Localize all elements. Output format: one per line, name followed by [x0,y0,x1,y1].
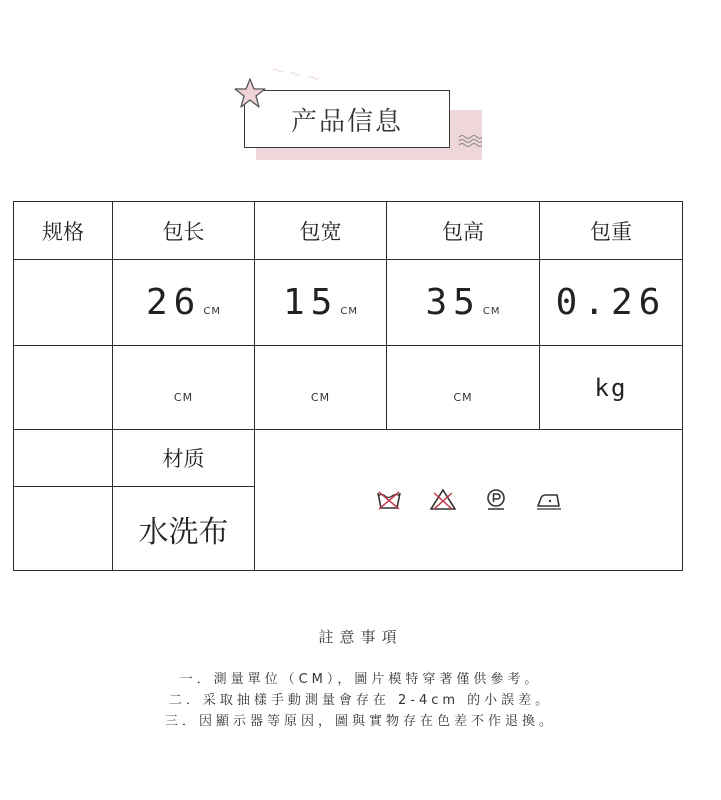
no-wash-icon [375,488,403,512]
no-bleach-icon [429,488,457,512]
length-unit: CM [203,306,221,317]
width-unit: CM [340,306,358,317]
title-box [244,90,450,148]
notes-section [0,626,721,732]
decorative-script: ~~~ [268,58,326,91]
cell-blank-a [14,430,113,487]
cell-length-unit [113,346,255,430]
wave-lines-icon [458,134,482,148]
care-symbols-cell [255,430,683,571]
length-unit-2: CM [173,391,194,404]
star-icon [232,76,268,112]
header-height: 包高 [387,202,540,260]
page-title: 产品信息 [290,106,403,137]
spec-table [13,201,683,571]
weight-unit: kg [594,373,628,402]
notes-line-3: 三．因顯示器等原因，圖與實物存在色差不作退換。 [164,714,556,729]
height-value: 35 [425,282,481,323]
weight-value: 0.26 [555,282,667,323]
height-unit: CM [482,306,501,317]
header-spec: 规格 [14,202,113,260]
iron-icon [535,489,563,511]
cell-weight-unit [540,346,683,430]
cell-width-unit [255,346,387,430]
cell-width [255,260,387,346]
length-value: 26 [146,282,202,323]
notes-line-1: 一．測量單位（CM），圖片模特穿著僅供參考。 [179,672,542,687]
cell-length [113,260,255,346]
notes-line-2: 二．采取抽樣手動測量會存在 2-4cm 的小誤差。 [168,693,553,708]
header-length: 包长 [113,202,255,260]
height-unit-2: CM [453,391,473,404]
table-row [14,430,683,487]
notes-title: 註意事項 [318,628,403,646]
cell-height [387,260,540,346]
care-symbols [255,487,682,513]
cell-height-unit [387,346,540,430]
cell-weight [540,260,683,346]
width-unit-2: CM [310,391,331,404]
width-value: 15 [283,282,339,323]
material-label: 材质 [113,430,255,487]
dry-clean-p-icon [483,487,509,513]
table-header-row [14,202,683,260]
material-value: 水洗布 [113,487,255,571]
cell-spec-2 [14,346,113,430]
cell-blank-b [14,487,113,571]
table-row [14,260,683,346]
cell-spec [14,260,113,346]
header [0,0,721,180]
table-row [14,346,683,430]
header-width: 包宽 [255,202,387,260]
header-weight: 包重 [540,202,683,260]
